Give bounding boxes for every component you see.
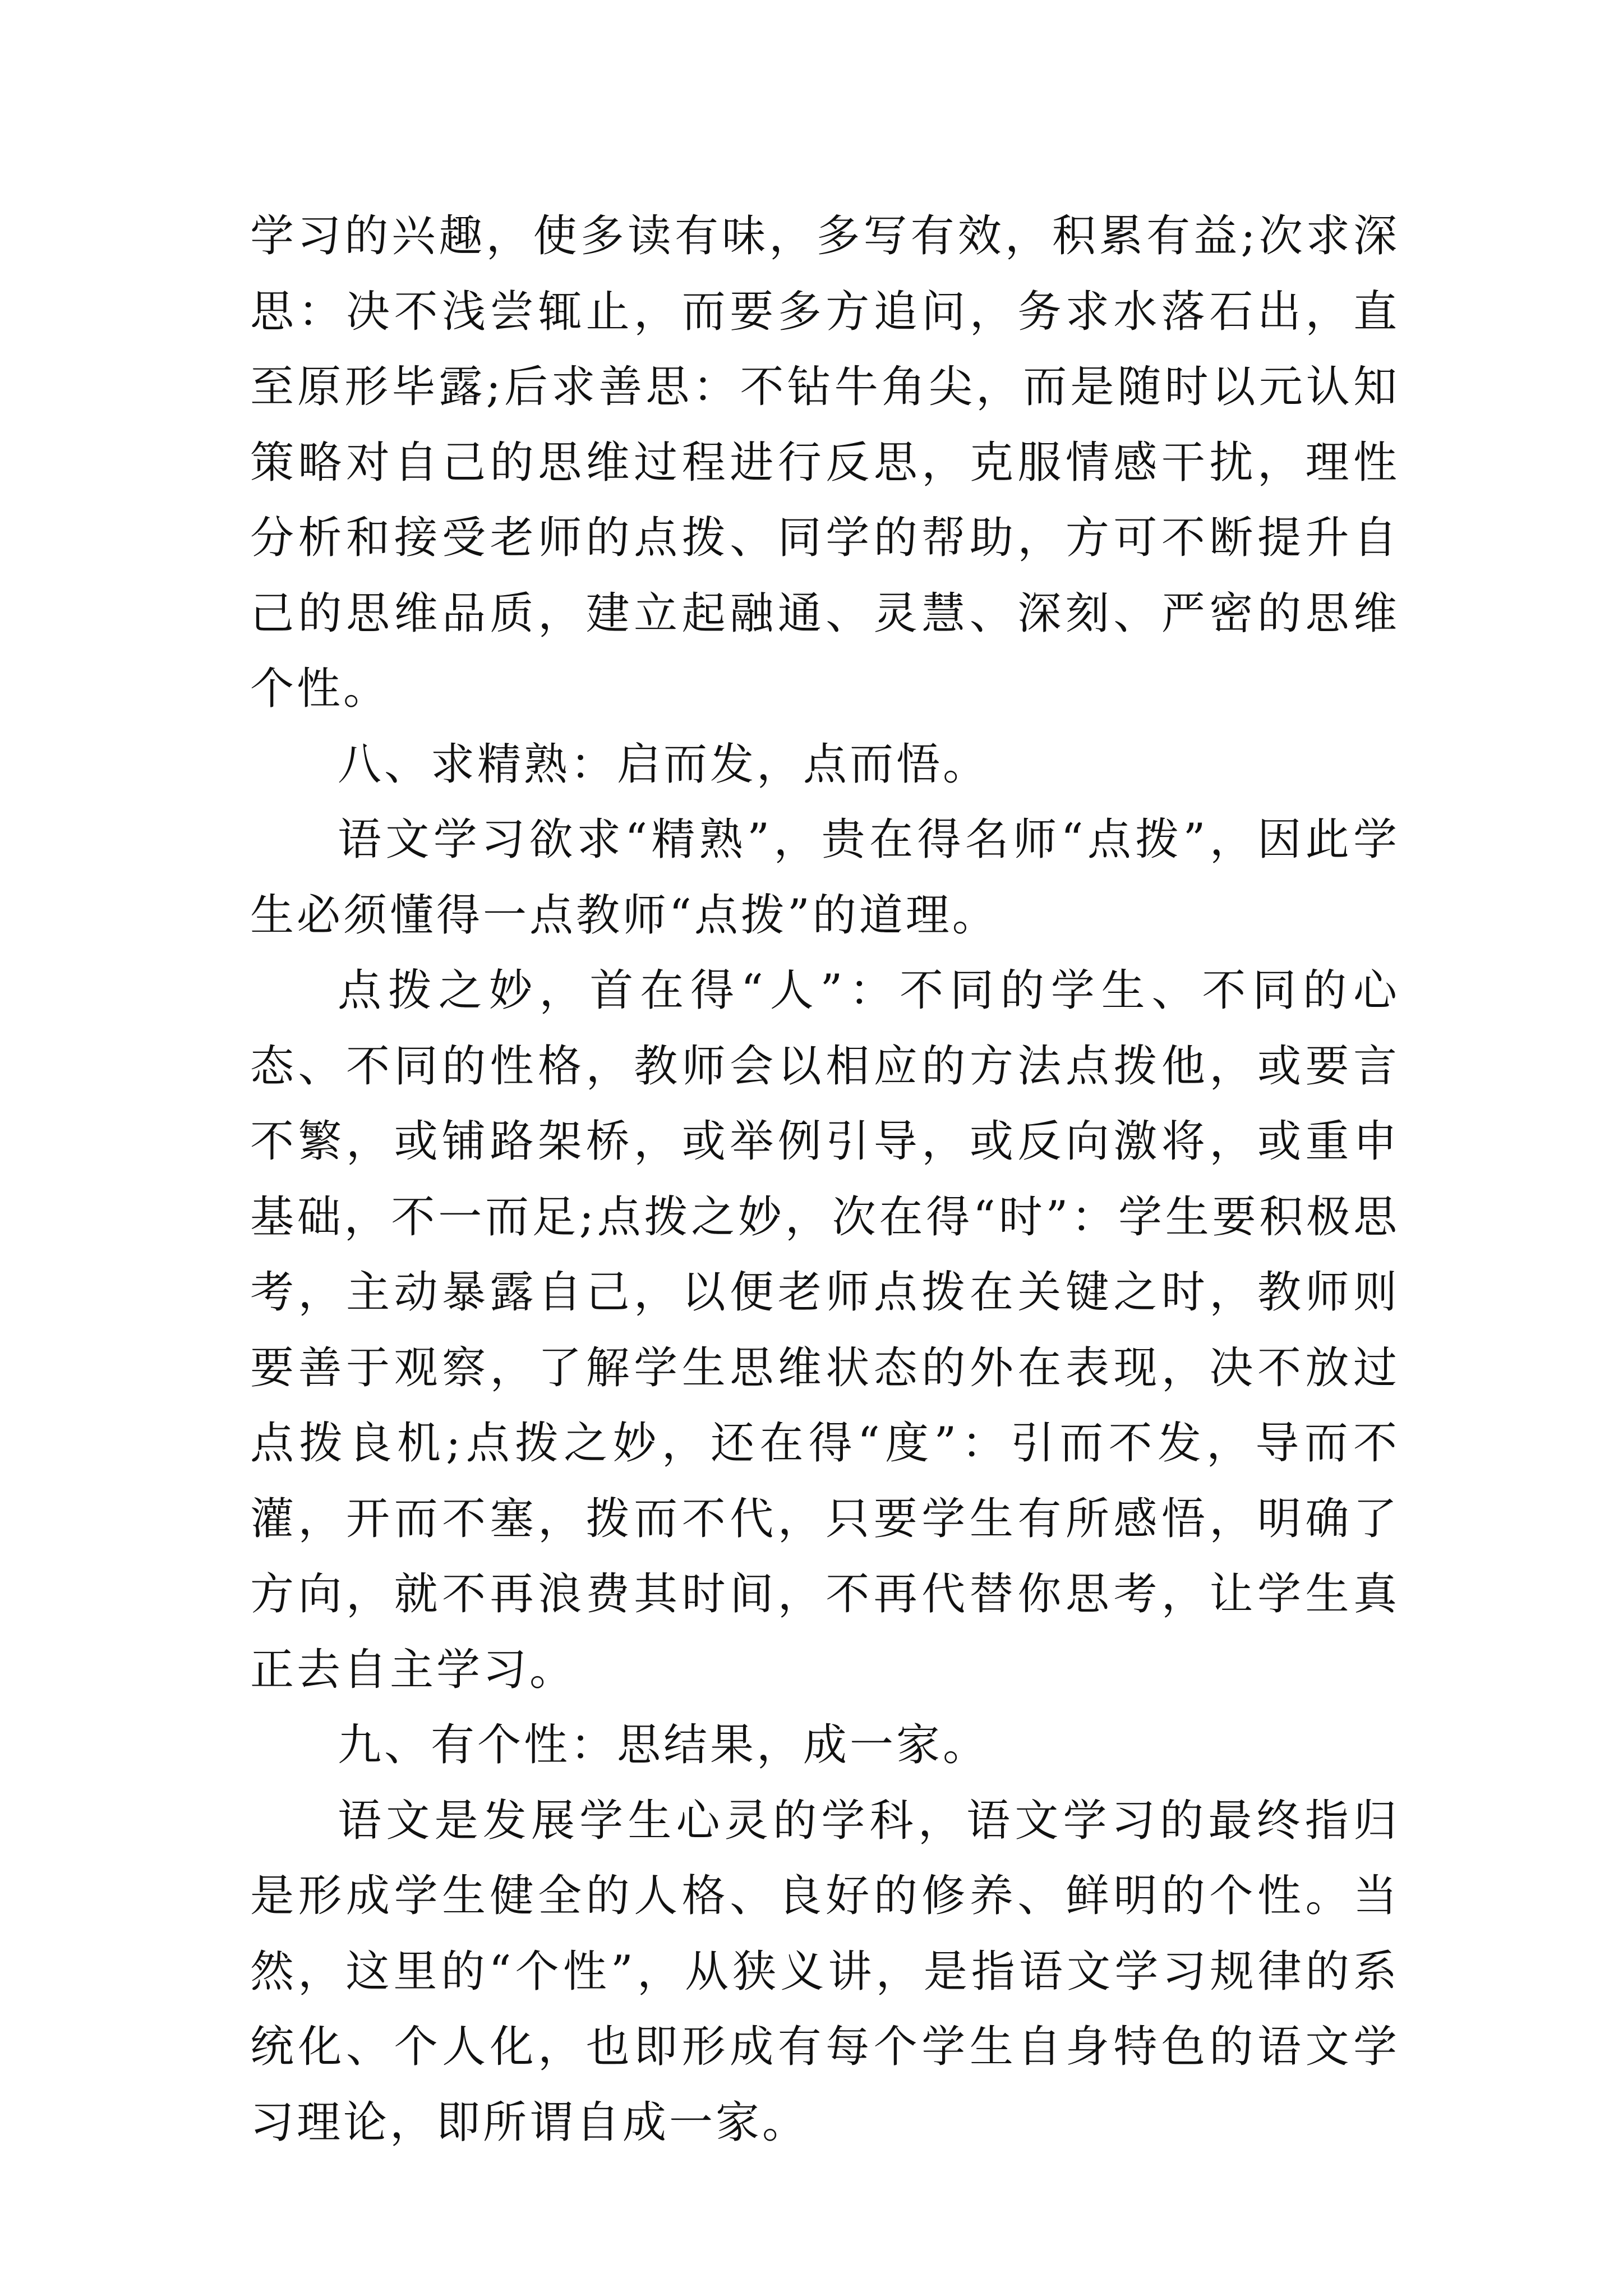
paragraph: 语文学习欲求“精熟”，贵在得名师“点拨”，因此学生必须懂得一点教师“点拨”的道理。 bbox=[250, 815, 1400, 941]
paragraph: 点拨之妙，首在得“人”：不同的学生、不同的心态、不同的性格，教师会以相应的方法点拨他，或要言不繁，或铺路架桥，或举例引导，或反向激将，或重申基础，不一而足;点拨之妙，次在得“时”：学生要积极思考，主动暴露自己，以便老师点拨在关键之时，教师则要善于观察，了解学生思维状态的外在表现，决不放过点拨良机;点拨之妙，还在得“度”：引而不发，导而不灌，开而不塞，拨而不代，只要学生有所感悟，明确了方向，就不再浪费其时间，不再代替你思考，让学生真正去自主学习。 bbox=[250, 965, 1400, 1695]
paragraph: 语文是发展学生心灵的学科，语文学习的最终指归是形成学生健全的人格、良好的修养、鲜明的个性。当然，这里的“个性”，从狭义讲，是指语文学习规律的系统化、个人化，也即形成有每个学生自身特色的语文学习理论，即所谓自成一家。 bbox=[250, 1795, 1400, 2148]
paragraph-continuation: 学习的兴趣，使多读有味，多写有效，积累有益;次求深思：决不浅尝辄止，而要多方追问，务求水落石出，直至原形毕露;后求善思：不钻牛角尖，而是随时以元认知策略对自己的思维过程进行反思，克服情感干扰，理性分析和接受老师的点拨、同学的帮助，方可不断提升自己的思维品质，建立起融通、灵慧、深刻、严密的思维个性。 bbox=[250, 211, 1400, 714]
section-heading-9: 九、有个性：思结果，成一家。 bbox=[338, 1720, 990, 1770]
document-body bbox=[250, 199, 1400, 2160]
section-heading-8: 八、求精熟：启而发，点而悟。 bbox=[338, 739, 990, 790]
